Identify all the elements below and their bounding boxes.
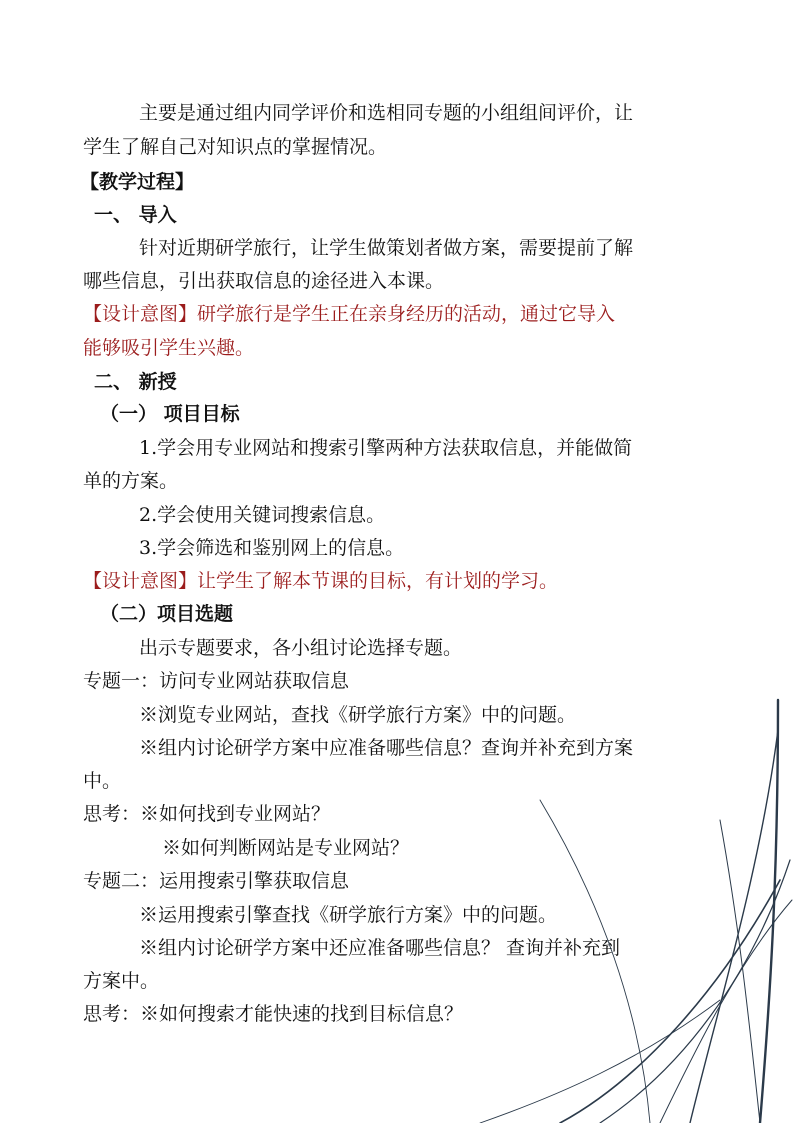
- subsection-heading-line: [0, 398, 794, 431]
- topic-intro: 出示专题要求，各小组讨论选择专题。: [139, 637, 463, 659]
- topic-1-item-1: ※浏览专业网站，查找《研学旅行方案》中的问题。: [139, 704, 577, 726]
- topic-1-title: 专题一：访问专业网站获取信息: [83, 670, 350, 692]
- paragraph-line: [0, 432, 794, 465]
- section-heading-line: [0, 199, 794, 232]
- topic-2-title: 专题二：运用搜索引擎获取信息: [83, 870, 350, 892]
- goal-1-line-1: 1.学会用专业网站和搜索引擎两种方法获取信息，并能做简: [139, 437, 633, 459]
- paragraph-line: [0, 865, 794, 898]
- paragraph-line: [0, 97, 794, 130]
- paragraph-line: [0, 232, 794, 265]
- assessment-text-line-1: 主要是通过组内同学评价和选相同专题的小组组间评价，让: [139, 102, 634, 124]
- think-1-question-2: ※如何判断网站是专业网站？: [162, 837, 410, 859]
- paragraph-line: [0, 899, 794, 932]
- paragraph-line: [0, 765, 794, 798]
- paragraph-line: [0, 798, 794, 831]
- design-intent-line: [0, 298, 794, 331]
- goal-2: 2.学会使用关键词搜索信息。: [139, 504, 386, 526]
- topic-1-item-2-line-1: ※组内讨论研学方案中应准备哪些信息？查询并补充到方案: [139, 737, 634, 759]
- goal-3: 3.学会筛选和鉴别网上的信息。: [139, 537, 405, 559]
- design-intent-1-line-1: 【设计意图】研学旅行是学生正在亲身经历的活动，通过它导入: [83, 303, 616, 325]
- subsection-heading-goals: （一） 项目目标: [100, 403, 240, 425]
- paragraph-line: [0, 832, 794, 865]
- paragraph-line: [0, 465, 794, 498]
- section-heading-intro: 一、 导入: [94, 204, 177, 226]
- topic-2-item-2-line-2: 方案中。: [83, 970, 160, 992]
- design-intent-line: [0, 565, 794, 598]
- paragraph-line: [0, 732, 794, 765]
- intro-text-line-1: 针对近期研学旅行，让学生做策划者做方案，需要提前了解: [139, 237, 634, 259]
- design-intent-line: [0, 332, 794, 365]
- paragraph-line: [0, 632, 794, 665]
- paragraph-line: [0, 499, 794, 532]
- subsection-heading-line: [0, 598, 794, 631]
- paragraph-line: [0, 932, 794, 965]
- think-1-question-1: 思考：※如何找到专业网站？: [83, 803, 331, 825]
- design-intent-2: 【设计意图】让学生了解本节课的目标，有计划的学习。: [83, 570, 559, 592]
- think-2-question-1: 思考：※如何搜索才能快速的找到目标信息？: [83, 1003, 464, 1025]
- paragraph-line: [0, 965, 794, 998]
- design-intent-1-line-2: 能够吸引学生兴趣。: [83, 337, 255, 359]
- paragraph-line: [0, 265, 794, 298]
- section-heading-new-lesson: 二、 新授: [94, 371, 177, 393]
- paragraph-line: [0, 665, 794, 698]
- teaching-process-heading-line: [0, 166, 794, 199]
- topic-2-item-2-line-1: ※组内讨论研学方案中还应准备哪些信息？ 查询并补充到: [139, 937, 621, 959]
- section-heading-line: [0, 366, 794, 399]
- goal-1-line-2: 单的方案。: [83, 470, 179, 492]
- paragraph-line: [0, 532, 794, 565]
- intro-text-line-2: 哪些信息，引出获取信息的途径进入本课。: [83, 270, 445, 292]
- paragraph-line: [0, 998, 794, 1031]
- subsection-heading-topics: （二）项目选题: [100, 603, 234, 625]
- topic-1-item-2-line-2: 中。: [83, 770, 122, 792]
- assessment-text-line-2: 学生了解自己对知识点的掌握情况。: [83, 136, 388, 158]
- teaching-process-heading: 【教学过程】: [80, 171, 195, 193]
- topic-2-item-1: ※运用搜索引擎查找《研学旅行方案》中的问题。: [139, 904, 558, 926]
- paragraph-line: [0, 699, 794, 732]
- paragraph-line: [0, 131, 794, 164]
